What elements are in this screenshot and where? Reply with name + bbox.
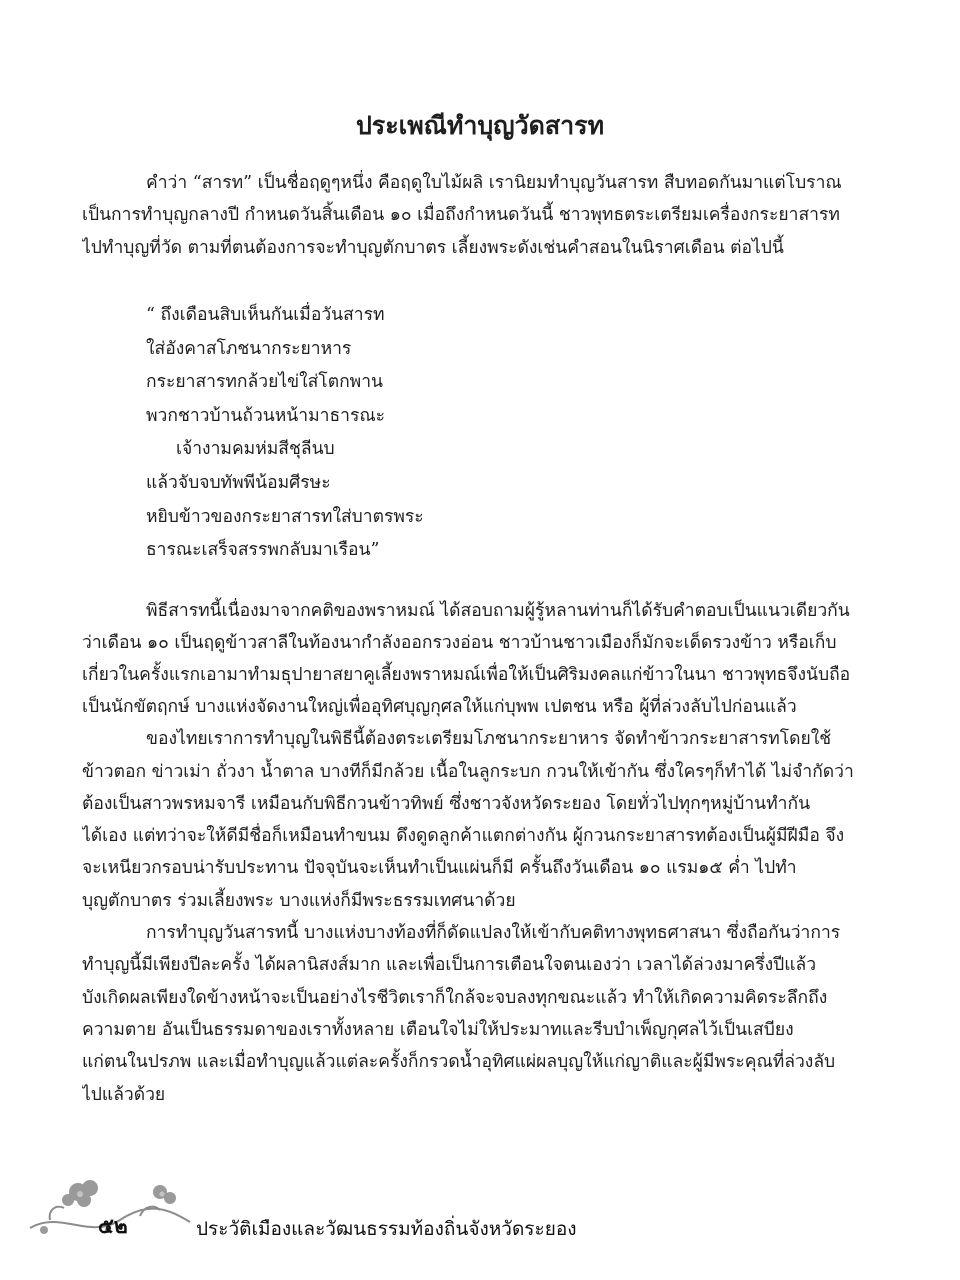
book-title: ประวัติเมืองและวัฒนธรรมท้องถิ่นจังหวัดระยอง xyxy=(196,1218,577,1240)
poem-line: ธารณะเสร็จสรรพกลับมาเรือน” xyxy=(146,540,380,560)
text-line: จะเหนียวกรอบน่ารับประทาน ปัจจุบันจะเห็นทำเป็นแผ่นก็มี ครั้นถึงวันเดือน ๑๐ แรม๑๕ ค่ำ ไปทำ xyxy=(82,858,797,878)
text-line: แก่ตนในปรภพ และเมื่อทำบุญแล้วแต่ละครั้งก็กรวดน้ำอุทิศแผ่ผลบุญให้แก่ญาติและผู้มีพระคุณที่ล่วงลับ xyxy=(82,1052,836,1072)
text-line: พิธีสารทนี้เนื่องมาจากคติของพราหมณ์ ได้สอบถามผู้รู้หลานท่านก็ได้รับคำตอบเป็นแนวเดียวกัน xyxy=(146,601,850,621)
text-line: เป็นนักขัตฤกษ์ บางแห่งจัดงานใหญ่เพื่ออุทิศบุญกุศลให้แก่บุพพ เปตชน หรือ ผู้ที่ล่วงลับไปก่อนแล้ว xyxy=(82,697,797,717)
poem-line: พวกชาวบ้านถ้วนหน้ามาธารณะ xyxy=(146,406,386,426)
text-line: ความตาย อันเป็นธรรมดาของเราทั้งหลาย เตือนใจไม่ให้ประมาทและรีบบำเพ็ญกุศลไว้เป็นเสบียง xyxy=(82,1020,794,1040)
page-title: ประเพณีทำบุญวัดสารท xyxy=(355,111,605,140)
poem-line: หยิบข้าวของกระยาสารทใส่บาตรพระ xyxy=(146,507,424,527)
text-line: คำว่า “สารท” เป็นชื่อฤดูๆหนึ่ง คือฤดูใบไม้ผลิ เรานิยมทำบุญวันสารท สืบทอดกันมาแต่โบราณ xyxy=(146,173,842,193)
text-line: ไปทำบุญที่วัด ตามที่ตนต้องการจะทำบุญตักบาตร เลี้ยงพระดังเช่นคำสอนในนิราศเดือน ต่อไปนี้ xyxy=(82,238,784,258)
text-line: เป็นการทำบุญกลางปี กำหนดวันสิ้นเดือน ๑๐ เมื่อถึงกำหนดวันนี้ ชาวพุทธตระเตรียมเครื่องกระยาสารท xyxy=(82,205,840,225)
text-line: การทำบุญวันสารทนี้ บางแห่งบางท้องที่ก็ดัดแปลงให้เข้ากับคติทางพุทธศาสนา ซึ่งถือกันว่าการ xyxy=(146,923,841,943)
text-line: ได้เอง แต่ทว่าจะให้ดีมีชื่อก็เหมือนทำขนม ดึงดูดลูกค้าแตกต่างกัน ผู้กวนกระยาสารทต้องเป็นผู้มีฝีมือ จึง xyxy=(82,826,845,846)
text-line: บุญตักบาตร ร่วมเลี้ยงพระ บางแห่งก็มีพระธรรมเทศนาด้วย xyxy=(82,891,516,911)
poem-line: เจ้างามคมห่มสีชุลีนบ xyxy=(176,439,335,459)
text-line: ต้องเป็นสาวพรหมจารี เหมือนกับพิธีกวนข้าวทิพย์ ซึ่งชาวจังหวัดระยอง โดยทั่วไปทุกๆหมู่บ้านทำกัน xyxy=(82,794,811,814)
text-line: บังเกิดผลเพียงใดข้างหน้าจะเป็นอย่างไรชีวิตเราก็ใกล้จะจบลงทุกขณะแล้ว ทำให้เกิดความคิดระลึกถึง xyxy=(82,988,828,1008)
poem-line: แล้วจับจบทัพพีน้อมศีรษะ xyxy=(146,473,331,493)
text-line: ว่าเดือน ๑๐ เป็นฤดูข้าวสาลีในท้องนากำลังออกรวงอ่อน ชาวบ้านชาวเมืองก็มักจะเด็ดรวงข้าว หรือเก็บ xyxy=(82,633,837,653)
text-line: ไปแล้วด้วย xyxy=(82,1085,166,1105)
page-number: ๕๒ xyxy=(98,1214,128,1238)
poem-line: กระยาสารทกล้วยไข่ใส่โตกพาน xyxy=(146,372,383,392)
page-footer xyxy=(0,1170,960,1260)
text-line: ทำบุญนี้มีเพียงปีละครั้ง ได้ผลานิสงส์มาก และเพื่อเป็นการเตือนใจตนเองว่า เวลาได้ล่วงมาครึ่งปีแล้ว xyxy=(82,955,817,975)
text-line: ข้าวตอก ข่าวเม่า ถั่วงา น้ำตาล บางทีก็มีกล้วย เนื้อในลูกระบก กวนให้เข้ากัน ซึ่งใครๆก็ทำได้ ไม่จำกัดว่า xyxy=(82,762,854,782)
text-line: เกี่ยวในครั้งแรกเอามาทำมธุปายาสยาคูเลี้ยงพราหมณ์เพื่อให้เป็นศิริมงคลแก่ข้าวในนา ชาวพุทธจึงนับถือ xyxy=(82,665,851,685)
poem-line: ใส่อังคาสโภชนากระยาหาร xyxy=(146,339,352,359)
poem-line: “ ถึงเดือนสิบเห็นกันเมื่อวันสารท xyxy=(146,305,385,325)
text-line: ของไทยเราการทำบุญในพิธีนี้ต้องตระเตรียมโภชนากระยาหาร จัดทำข้าวกระยาสารทโดยใช้ xyxy=(146,729,832,749)
